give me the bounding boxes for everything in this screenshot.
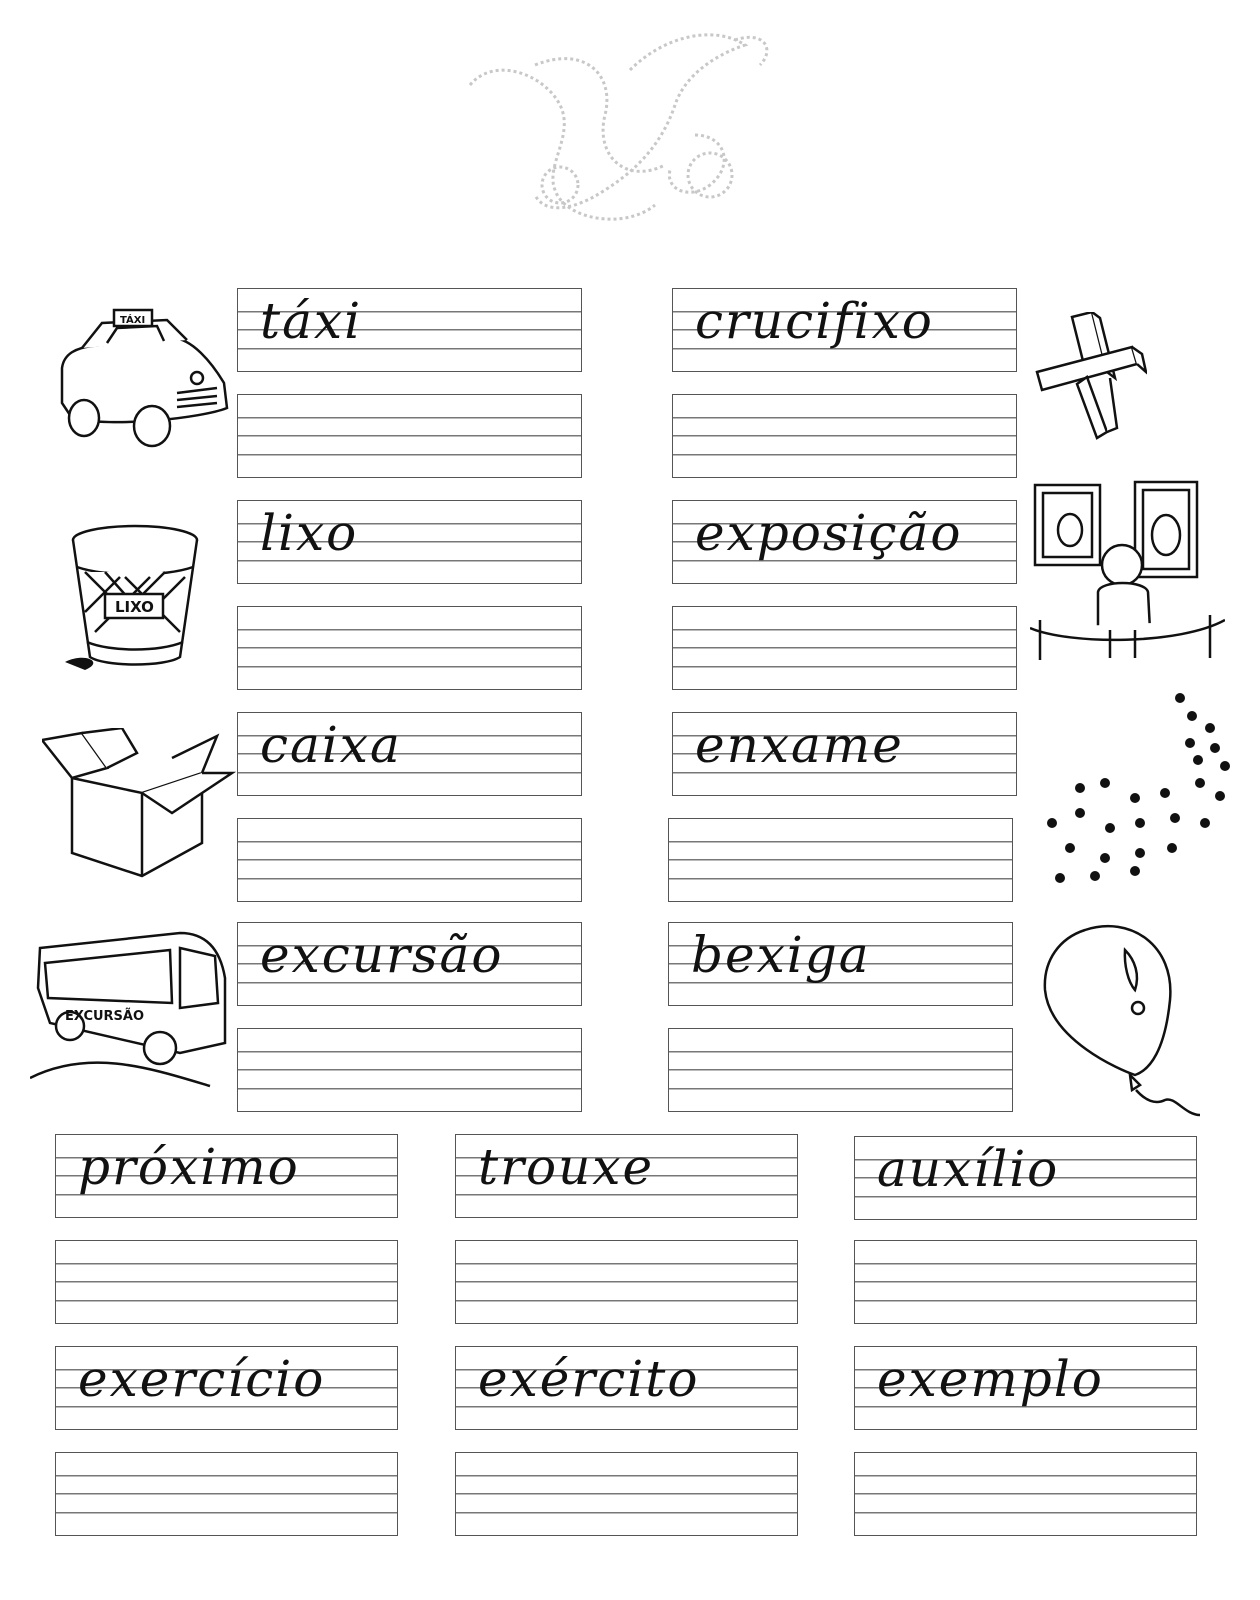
writing-box-model bbox=[55, 1134, 398, 1218]
taxi-sign-label: TÁXI bbox=[120, 315, 146, 326]
writing-box-model bbox=[672, 712, 1017, 796]
cursive-word: exemplo bbox=[877, 1350, 1104, 1408]
writing-box-blank[interactable] bbox=[668, 818, 1013, 902]
box-icon bbox=[42, 728, 237, 883]
cursive-word: exercício bbox=[78, 1350, 326, 1408]
cursive-word: lixo bbox=[260, 504, 359, 562]
writing-box-model bbox=[237, 500, 582, 584]
cursive-word: bexiga bbox=[691, 926, 871, 984]
cursive-word: enxame bbox=[695, 716, 904, 774]
writing-box-model bbox=[237, 712, 582, 796]
writing-box-model bbox=[55, 1346, 398, 1430]
writing-box-blank[interactable] bbox=[854, 1452, 1197, 1536]
writing-box-blank[interactable] bbox=[455, 1240, 798, 1324]
writing-box-blank[interactable] bbox=[237, 394, 582, 478]
cursive-word: crucifixo bbox=[695, 292, 934, 350]
writing-box-blank[interactable] bbox=[55, 1240, 398, 1324]
balloon-icon bbox=[1040, 920, 1205, 1125]
cursive-word: exposição bbox=[695, 504, 963, 562]
cursive-word: trouxe bbox=[478, 1138, 655, 1196]
writing-box-blank[interactable] bbox=[237, 818, 582, 902]
writing-box-blank[interactable] bbox=[672, 394, 1017, 478]
writing-box-blank[interactable] bbox=[237, 1028, 582, 1112]
writing-box-model bbox=[237, 922, 582, 1006]
writing-box-blank[interactable] bbox=[854, 1240, 1197, 1324]
bus-label: EXCURSÃO bbox=[65, 1009, 145, 1024]
decorative-x-letter-icon bbox=[465, 15, 785, 240]
trash-bin-label: LIXO bbox=[115, 598, 154, 616]
cursive-word: excursão bbox=[260, 926, 504, 984]
exhibition-icon bbox=[1030, 480, 1225, 665]
bee-swarm-icon bbox=[1040, 688, 1240, 893]
writing-box-blank[interactable] bbox=[672, 606, 1017, 690]
writing-box-model bbox=[672, 500, 1017, 584]
writing-box-model bbox=[455, 1346, 798, 1430]
cursive-word: táxi bbox=[260, 292, 363, 350]
writing-box-blank[interactable] bbox=[668, 1028, 1013, 1112]
writing-box-model bbox=[455, 1134, 798, 1218]
writing-box-model bbox=[854, 1346, 1197, 1430]
writing-box-blank[interactable] bbox=[237, 606, 582, 690]
bus-icon bbox=[30, 928, 240, 1088]
writing-box-model bbox=[237, 288, 582, 372]
cross-icon bbox=[1032, 312, 1147, 442]
cursive-word: próximo bbox=[78, 1138, 300, 1196]
writing-box-blank[interactable] bbox=[455, 1452, 798, 1536]
writing-box-blank[interactable] bbox=[55, 1452, 398, 1536]
trash-bin-icon bbox=[65, 522, 205, 672]
cursive-word: exército bbox=[478, 1350, 700, 1408]
cursive-word: caixa bbox=[260, 716, 402, 774]
writing-box-model bbox=[672, 288, 1017, 372]
writing-box-model bbox=[854, 1136, 1197, 1220]
writing-box-model bbox=[668, 922, 1013, 1006]
cursive-word: auxílio bbox=[877, 1140, 1060, 1198]
taxi-icon bbox=[52, 308, 232, 448]
